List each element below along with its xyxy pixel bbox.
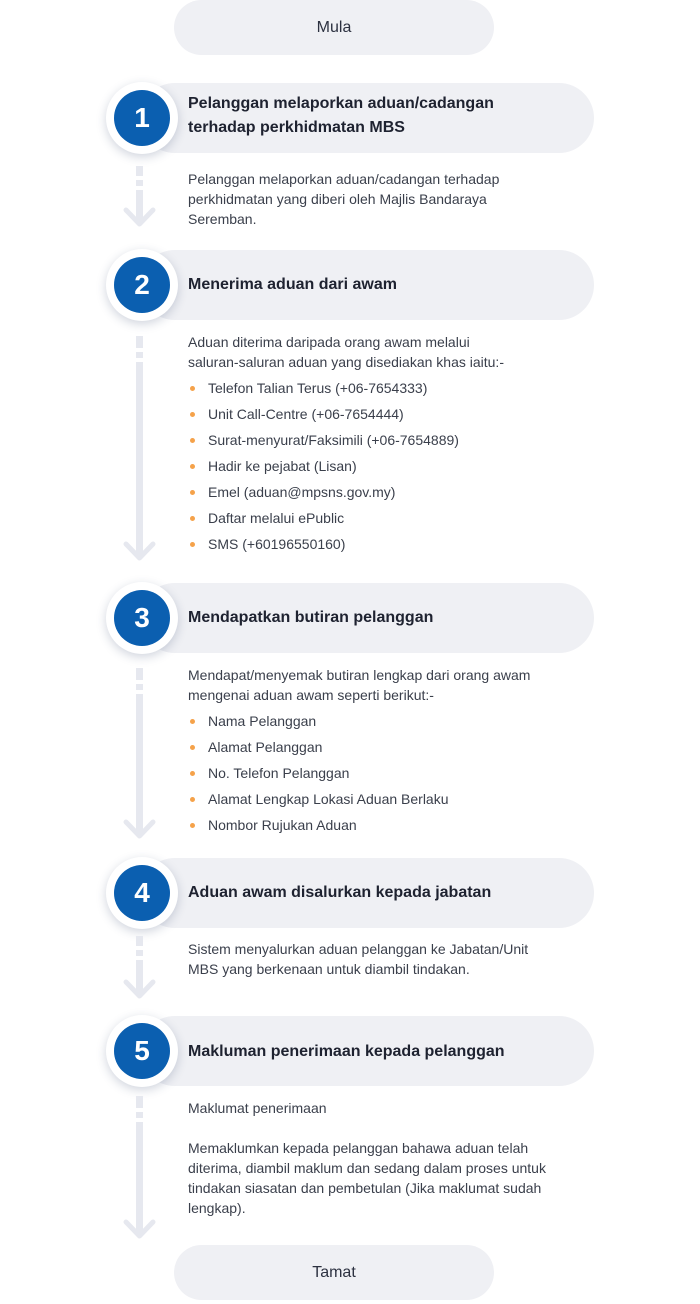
step-4-number-badge [114, 865, 170, 921]
list-item: Unit Call-Centre (+06-7654444) [188, 404, 459, 430]
step-3-title: Mendapatkan butiran pelanggan [188, 609, 434, 626]
step-1-description [188, 169, 568, 229]
step-3-number: 3 [134, 602, 150, 633]
list-item: Emel (aduan@mpsns.gov.my) [188, 482, 459, 508]
step-3-number-badge [114, 590, 170, 646]
list-item: Nama Pelanggan [188, 711, 449, 737]
connector-arrow [122, 166, 158, 230]
list-item: Hadir ke pejabat (Lisan) [188, 456, 459, 482]
step-3-description [188, 665, 568, 705]
step-1-title-line: Pelanggan melaporkan aduan/cadangan [188, 95, 494, 112]
list-item: SMS (+60196550160) [188, 534, 459, 560]
connector-arrow [122, 336, 158, 566]
step-5-number: 5 [134, 1035, 150, 1066]
desc-line: MBS yang berkenaan untuk diambil tindakan. [188, 961, 470, 977]
connector-arrow [122, 1096, 158, 1244]
desc-line: Pelanggan melaporkan aduan/cadangan terhadap [188, 171, 500, 187]
step-2-title: Menerima aduan dari awam [188, 276, 397, 293]
step-5-number-badge [114, 1023, 170, 1079]
step-4-description [188, 939, 568, 979]
connector-arrow [122, 936, 158, 1002]
desc-line: Mendapat/menyemak butiran lengkap dari orang awam [188, 667, 531, 683]
end-label: Tamat [312, 1263, 356, 1281]
list-item: Nombor Rujukan Aduan [188, 815, 449, 841]
step-1-number: 1 [134, 102, 150, 133]
list-item: Telefon Talian Terus (+06-7654333) [188, 378, 459, 404]
step-2-number-badge [114, 257, 170, 313]
desc-line: diterima, diambil maklum dan sedang dalam proses untuk [188, 1160, 546, 1176]
list-item: Alamat Pelanggan [188, 737, 449, 763]
step-3-detail-list [188, 711, 449, 841]
desc-line: Seremban. [188, 211, 257, 227]
step-4-title: Aduan awam disalurkan kepada jabatan [188, 884, 492, 901]
step-5-title: Makluman penerimaan kepada pelanggan [188, 1043, 505, 1060]
list-item: Daftar melalui ePublic [188, 508, 459, 534]
desc-line: mengenai aduan awam seperti berikut:- [188, 687, 434, 703]
step-5-subtitle: Maklumat penerimaan [188, 1100, 327, 1116]
step-1-title-line: terhadap perkhidmatan MBS [188, 119, 405, 136]
desc-line: lengkap). [188, 1200, 246, 1216]
start-label: Mula [316, 18, 352, 36]
step-2-channel-list [188, 378, 459, 560]
step-5-description [188, 1138, 568, 1218]
desc-line: saluran-saluran aduan yang disediakan khas iaitu:- [188, 354, 504, 370]
desc-line: Aduan diterima daripada orang awam melalui [188, 334, 470, 350]
step-2-description [188, 332, 568, 372]
step-1-number-badge [114, 90, 170, 146]
step-2-number: 2 [134, 269, 150, 300]
step-4-number: 4 [134, 877, 150, 908]
desc-line: Memaklumkan kepada pelanggan bahawa aduan telah [188, 1140, 529, 1156]
desc-line: tindakan siasatan dan pembetulan (Jika maklumat sudah [188, 1180, 542, 1196]
start-node [174, 0, 494, 55]
step-1-title [188, 92, 494, 140]
connector-arrow [122, 668, 158, 844]
desc-line: Sistem menyalurkan aduan pelanggan ke Jabatan/Unit [188, 941, 529, 957]
list-item: No. Telefon Pelanggan [188, 763, 449, 789]
desc-line: perkhidmatan yang diberi oleh Majlis Bandaraya [188, 191, 487, 207]
list-item: Surat-menyurat/Faksimili (+06-7654889) [188, 430, 459, 456]
end-node [174, 1245, 494, 1300]
list-item: Alamat Lengkap Lokasi Aduan Berlaku [188, 789, 449, 815]
